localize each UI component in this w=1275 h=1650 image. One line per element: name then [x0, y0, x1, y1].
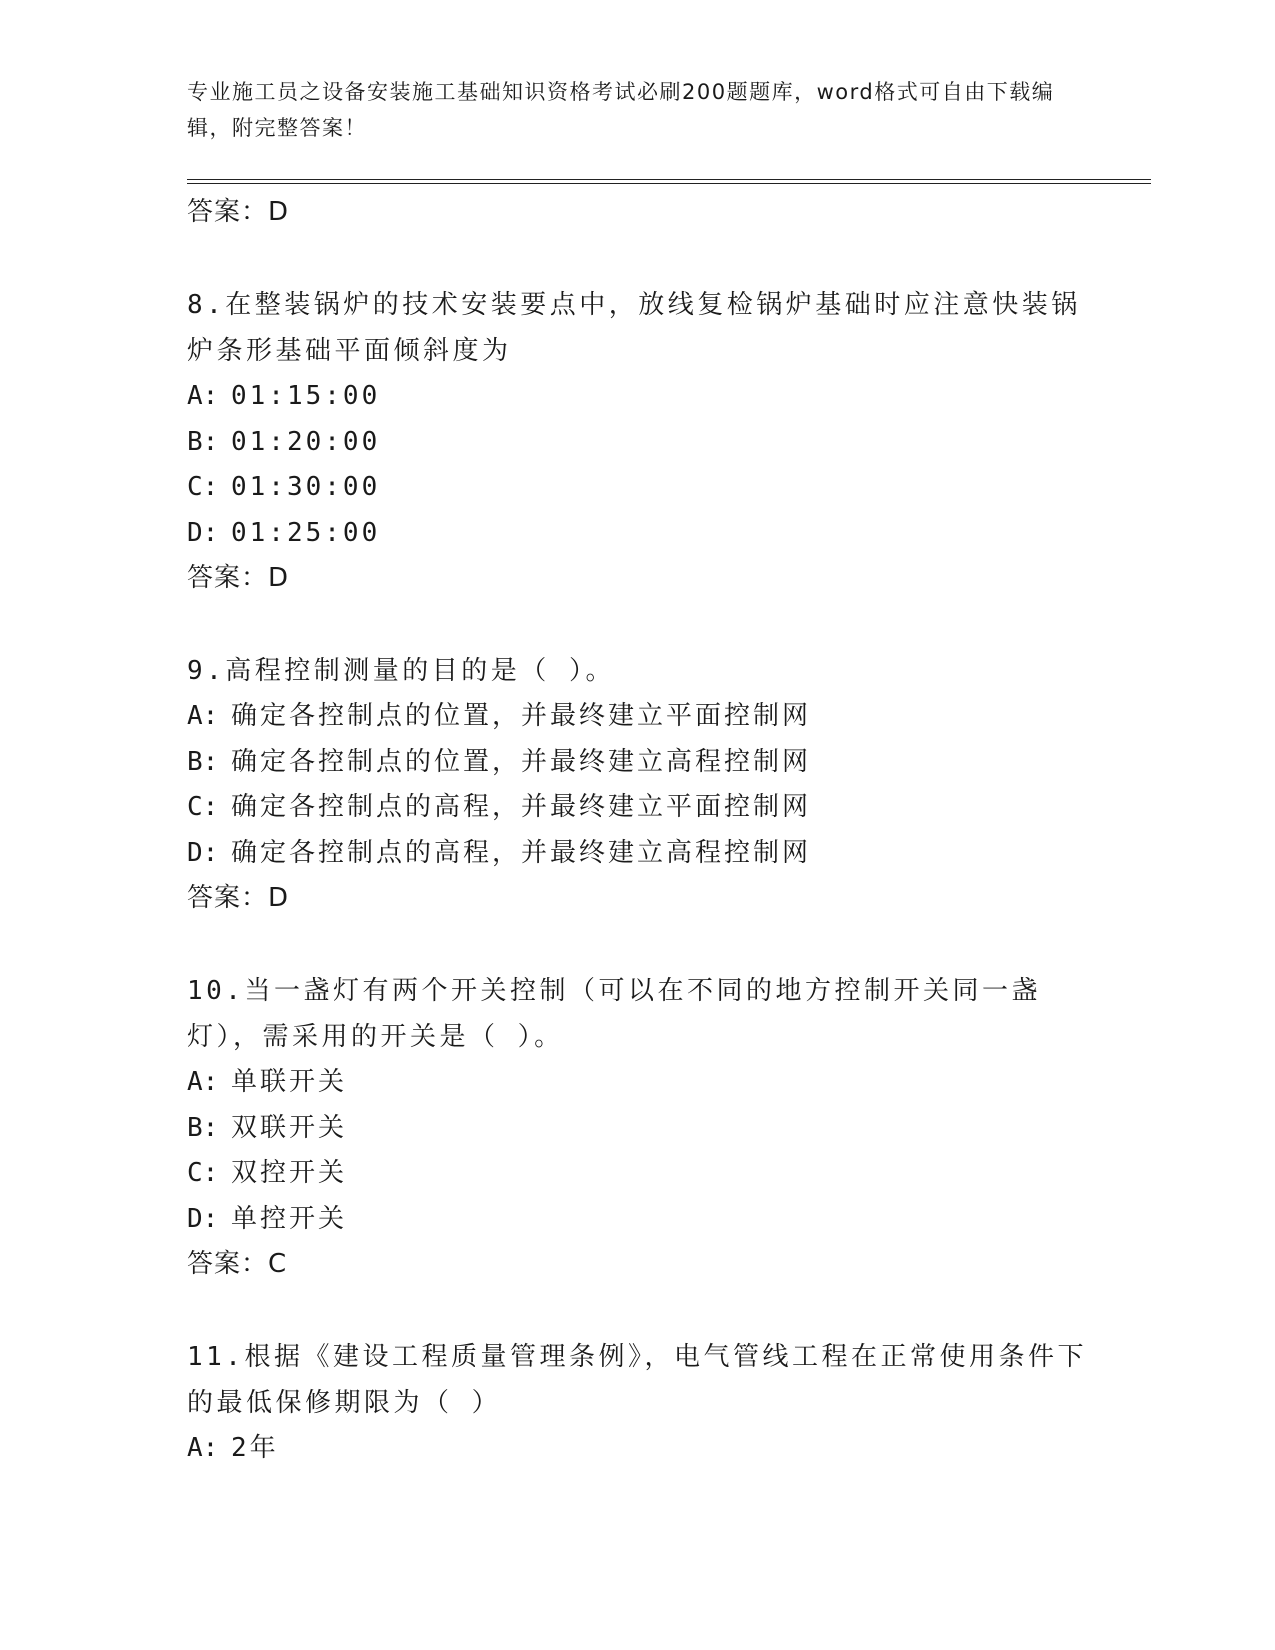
question-block	[187, 968, 1087, 1286]
answer-line: 答案：D	[187, 563, 290, 593]
option-letter: B:	[187, 746, 219, 777]
option-text: 确定各控制点的高程，并最终建立高程控制网	[231, 837, 812, 868]
option-letter: C:	[187, 792, 219, 822]
option-letter: B:	[187, 426, 219, 457]
option-c	[187, 465, 1087, 511]
question-text: 8.在整装锅炉的技术安装要点中，放线复检锅炉基础时应注意快装锅炉条形基础平面倾斜度为	[187, 290, 1081, 366]
option-letter: A:	[187, 1067, 219, 1097]
option-text: 01:30:00	[231, 472, 381, 502]
option-a	[187, 374, 1087, 420]
option-d	[187, 511, 1087, 557]
document-header	[187, 74, 1087, 146]
option-d	[187, 1197, 1087, 1243]
option-text: 单联开关	[231, 1067, 348, 1097]
option-letter: C:	[187, 472, 219, 502]
question-block	[187, 1334, 1087, 1472]
option-a	[187, 1426, 1087, 1472]
option-text: 01:20:00	[231, 426, 381, 457]
question-block	[187, 282, 1087, 600]
question-list	[187, 190, 1087, 1472]
option-d	[187, 831, 1087, 877]
question-text: 10.当一盏灯有两个开关控制（可以在不同的地方控制开关同一盏灯），需采用的开关是（ ）。	[187, 976, 1041, 1052]
answer-line: 答案：D	[187, 197, 290, 227]
option-letter: D:	[187, 837, 219, 868]
option-text: 01:15:00	[231, 381, 381, 411]
option-c	[187, 785, 1087, 831]
option-letter: A:	[187, 381, 219, 411]
header-divider-bottom	[187, 183, 1151, 184]
option-a	[187, 694, 1087, 740]
option-text: 双联开关	[231, 1112, 348, 1143]
option-b	[187, 420, 1087, 466]
option-text: 确定各控制点的位置，并最终建立平面控制网	[231, 701, 812, 731]
question-block	[187, 648, 1087, 920]
option-text: 01:25:00	[231, 517, 381, 548]
option-letter: D:	[187, 517, 219, 548]
answer-line: 答案：C	[187, 1249, 288, 1279]
header-divider-top	[187, 179, 1151, 180]
option-letter: B:	[187, 1112, 219, 1143]
option-text: 双控开关	[231, 1158, 348, 1188]
option-b	[187, 1106, 1087, 1152]
option-text: 单控开关	[231, 1203, 348, 1234]
option-letter: A:	[187, 701, 219, 731]
option-text: 确定各控制点的高程，并最终建立平面控制网	[231, 792, 812, 822]
option-c	[187, 1151, 1087, 1197]
option-text: 确定各控制点的位置，并最终建立高程控制网	[231, 746, 812, 777]
question-text: 9.高程控制测量的目的是（ ）。	[187, 656, 615, 686]
option-a	[187, 1060, 1087, 1106]
option-text: 2年	[231, 1433, 279, 1463]
question-text: 11.根据《建设工程质量管理条例》，电气管线工程在正常使用条件下的最低保修期限为（ ）	[187, 1342, 1087, 1418]
option-b	[187, 740, 1087, 786]
option-letter: C:	[187, 1158, 219, 1188]
option-letter: A:	[187, 1433, 219, 1463]
answer-line: 答案：D	[187, 883, 290, 913]
header-title: 专业施工员之设备安装施工基础知识资格考试必刷200题题库，word格式可自由下载编辑，附完整答案！	[187, 80, 1055, 140]
option-letter: D:	[187, 1203, 219, 1234]
